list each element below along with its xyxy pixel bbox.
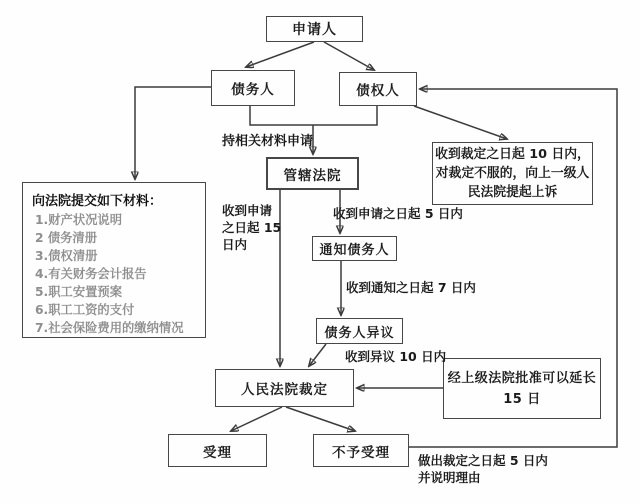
node-accept: 受理 xyxy=(168,434,267,467)
appeal-line-3: 民法院提起上诉 xyxy=(467,185,558,200)
node-jurisdiction-court: 管辖法院 xyxy=(266,157,359,190)
materials-item: 2 债务清册 xyxy=(35,231,98,245)
label-within-15-days-line: 日内 xyxy=(222,237,248,252)
node-creditor: 债权人 xyxy=(339,72,417,106)
edge-creditor-appeal xyxy=(414,106,507,139)
materials-list-box xyxy=(22,182,206,338)
edge-objection-ruling xyxy=(309,344,326,366)
node-appeal-notice xyxy=(432,142,593,205)
materials-item: 6.职工工资的支付 xyxy=(35,303,135,317)
label-bring-materials: 持相关材料申请 xyxy=(222,134,314,149)
materials-item: 4.有关财务会计报告 xyxy=(35,267,147,281)
node-court-ruling: 人民法院裁定 xyxy=(215,369,354,407)
node-reject: 不予受理 xyxy=(313,434,409,467)
node-extension-notice xyxy=(443,358,601,419)
materials-list xyxy=(32,211,196,337)
extension-line-2: 15 日 xyxy=(503,391,541,407)
appeal-line-2: 对裁定不服的，向上一级人 xyxy=(435,166,590,181)
label-objection-10-days: 收到异议 10 日内 xyxy=(345,349,447,364)
label-ruling-5-days-line: 并说明理由 xyxy=(418,470,481,485)
node-debtor-objection: 债务人异议 xyxy=(316,318,403,344)
node-debtor: 债务人 xyxy=(211,70,295,106)
materials-item: 7.社会保险费用的缴纳情况 xyxy=(35,321,184,335)
label-within-15-days-line: 之日起 15 xyxy=(222,220,282,235)
edge-debtor-materials xyxy=(135,87,211,179)
edge-applicant-creditor xyxy=(324,42,374,70)
edge-ruling-accept xyxy=(231,407,282,431)
edge-ruling-reject xyxy=(286,407,355,431)
label-within-15-days xyxy=(222,202,281,253)
edge-applicant-debtor xyxy=(246,42,314,67)
materials-title: 向法院提交如下材料： xyxy=(32,194,163,209)
appeal-line-1: 收到裁定之日起 10 日内， xyxy=(435,147,590,162)
materials-item: 1.财产状况说明 xyxy=(35,213,123,227)
node-notify-debtor: 通知债务人 xyxy=(312,236,397,261)
edge-join-bar xyxy=(250,106,377,125)
label-within-5-days: 收到申请之日起 5 日内 xyxy=(333,206,463,221)
label-within-15-days-line: 收到申请 xyxy=(222,203,273,218)
label-ruling-5-days xyxy=(418,452,548,486)
node-applicant: 申请人 xyxy=(266,16,363,42)
label-ruling-5-days-line: 做出裁定之日起 5 日内 xyxy=(418,453,548,468)
materials-item: 3.债权清册 xyxy=(35,249,98,263)
materials-item: 5.职工安置预案 xyxy=(35,285,123,299)
label-within-7-days: 收到通知之日起 7 日内 xyxy=(346,280,476,295)
extension-line-1: 经上级法院批准可以延长 xyxy=(447,370,597,386)
